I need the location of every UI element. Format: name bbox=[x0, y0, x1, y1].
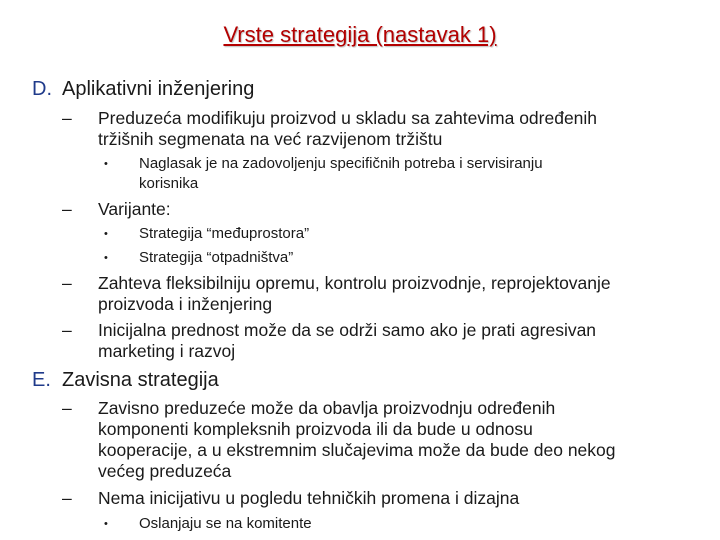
list-item-text: većeg preduzeća bbox=[98, 461, 232, 481]
list-item-text: Preduzeća modifikuju proizvod u skladu sa zahtevima određenih bbox=[98, 108, 598, 128]
dash-marker: – bbox=[62, 320, 72, 340]
list-item-text: komponenti kompleksnih proizvoda ili da bude u odnosu bbox=[98, 419, 533, 439]
bullet-marker: • bbox=[104, 158, 108, 170]
section-d-title: Aplikativni inženjering bbox=[62, 78, 255, 100]
sub-item-text: Oslanjaju se na komitente bbox=[139, 515, 312, 532]
section-e-heading bbox=[32, 369, 219, 392]
dash-marker: – bbox=[62, 488, 72, 508]
dash-marker: – bbox=[62, 273, 72, 293]
list-item-text: Zahteva fleksibilniju opremu, kontrolu proizvodnje, reprojektovanje bbox=[98, 273, 611, 293]
sub-item-text: Naglasak je na zadovoljenju specifičnih potreba i servisiranju bbox=[139, 155, 543, 172]
dash-marker: – bbox=[62, 108, 72, 128]
list-item-text: tržišnih segmenata na već razvijenom tržištu bbox=[98, 129, 443, 149]
dash-marker: – bbox=[62, 398, 72, 418]
sub-item-text: Strategija “međuprostora” bbox=[139, 225, 310, 242]
dash-marker: – bbox=[62, 199, 72, 219]
bullet-marker: • bbox=[104, 252, 108, 264]
sub-item-text: korisnika bbox=[139, 175, 199, 192]
sub-item-text: Strategija “otpadništva” bbox=[139, 249, 294, 266]
list-item-text: proizvoda i inženjering bbox=[98, 294, 273, 314]
slide-title: Vrste strategija (nastavak 1) bbox=[223, 22, 497, 47]
list-item-text: kooperacije, a u ekstremnim slučajevima može da bude deo nekog bbox=[98, 440, 616, 460]
section-d-letter: D. bbox=[32, 78, 52, 100]
list-item-text: Nema inicijativu u pogledu tehničkih promena i dizajna bbox=[98, 488, 520, 508]
section-d-heading bbox=[32, 78, 254, 101]
section-e-title: Zavisna strategija bbox=[62, 369, 219, 391]
list-item-text: marketing i razvoj bbox=[98, 341, 236, 361]
bullet-marker: • bbox=[104, 228, 108, 240]
list-item-text: Varijante: bbox=[98, 199, 171, 219]
bullet-marker: • bbox=[104, 518, 108, 530]
list-item-text: Zavisno preduzeće može da obavlja proizvodnju određenih bbox=[98, 398, 556, 418]
list-item-text: Inicijalna prednost može da se održi samo ako je prati agresivan bbox=[98, 320, 597, 340]
section-e-letter: E. bbox=[32, 369, 51, 391]
